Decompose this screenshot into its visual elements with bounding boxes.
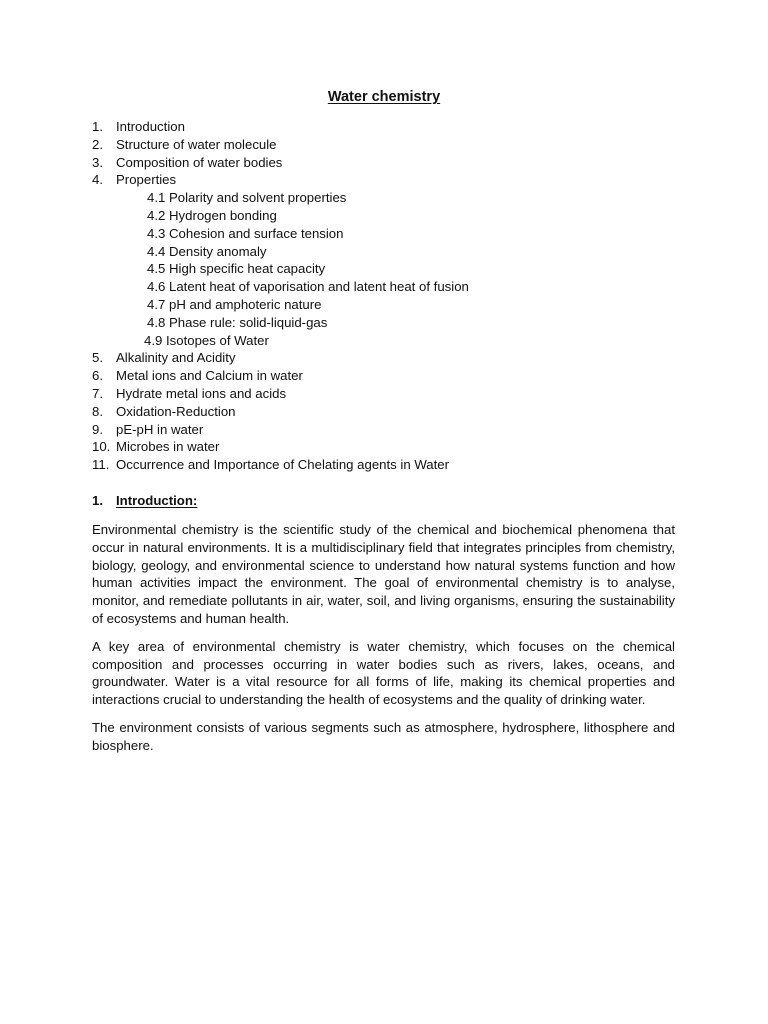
toc-subitem [92,314,692,332]
toc-item [92,421,692,439]
toc-item-text: Microbes in water [116,439,220,455]
document-title: Water chemistry [327,89,441,105]
section-body [92,521,675,765]
toc-subitem [92,296,692,314]
toc-subitem-text: 4.6 Latent heat of vaporisation and latent heat of fusion [147,279,469,295]
toc-item-text: Alkalinity and Acidity [116,350,236,366]
toc-item-number: 1. [92,119,103,134]
toc-item-text: Composition of water bodies [116,154,283,170]
toc-item-number: 2. [92,136,103,152]
toc-item [92,171,692,189]
toc-subitem-text: 4.2 Hydrogen bonding [147,207,277,223]
toc-item-number: 11. [92,457,110,473]
body-paragraph: The environment consists of various segments such as atmosphere, hydrosphere, lithosphere and biosphere. [92,719,675,753]
toc-item-text: pE-pH in water [116,421,204,437]
body-paragraph: A key area of environmental chemistry is water chemistry, which focuses on the chemical composition and processes occurring in water bodies such as rivers, lakes, oceans, and groundwater. Water is a vital resource for all forms of life, making its chemical properties and interactions crucial to understanding the health of ecosystems and the quality of drinking water. [92,638,675,708]
toc-item-number: 9. [92,421,103,437]
toc-item-number: 10. [92,439,111,455]
toc-item [92,385,692,403]
table-of-contents [92,118,692,474]
toc-item [92,438,692,456]
toc-item [92,118,692,136]
toc-item [92,403,692,421]
toc-item-number: 7. [92,385,103,401]
toc-item-number: 5. [92,350,103,366]
toc-subitem [92,332,692,350]
toc-subitem [92,278,692,296]
body-paragraph: Environmental chemistry is the scientific study of the chemical and biochemical phenomena that occur in natural environments. It is a multidisciplinary field that integrates principles from chemistry, biology, geology, and environmental science to understand how natural systems function and how human activities impact the environment. The goal of environmental chemistry is to analyse, monitor, and remediate pollutants in air, water, soil, and living organisms, ensuring the sustainability of ecosystems and human health. [92,522,675,626]
section-title: Introduction: [116,493,198,508]
toc-subitem [92,243,692,261]
toc-item-text: Metal ions and Calcium in water [116,368,303,384]
toc-item-number: 3. [92,154,103,170]
toc-item-text: Occurrence and Importance of Chelating agents in Water [116,457,450,473]
toc-item [92,136,692,154]
toc-subitem [92,260,692,278]
toc-subitem-text: 4.5 High specific heat capacity [147,261,326,277]
toc-subitem-text: 4.7 pH and amphoteric nature [147,296,322,312]
toc-item-text: Hydrate metal ions and acids [116,385,287,401]
toc-subitem-text: 4.4 Density anomaly [147,243,267,259]
section-number: 1. [92,493,103,508]
toc-subitem [92,225,692,243]
toc-item-text: Structure of water molecule [116,136,277,152]
toc-subitem-text: 4.9 Isotopes of Water [144,332,269,348]
toc-subitem-text: 4.1 Polarity and solvent properties [147,190,347,206]
toc-item [92,349,692,367]
toc-subitem [92,189,692,207]
toc-subitem [92,207,692,225]
toc-subitem-text: 4.3 Cohesion and surface tension [147,225,344,241]
toc-item-text: Oxidation-Reduction [116,403,236,419]
toc-item-number: 8. [92,403,103,419]
toc-item [92,456,692,474]
toc-item-number: 6. [92,368,103,384]
toc-item [92,367,692,385]
toc-item [92,154,692,172]
toc-subitem-text: 4.8 Phase rule: solid-liquid-gas [147,314,328,330]
toc-item-text: Introduction [116,119,185,134]
toc-item-number: 4. [92,172,103,188]
toc-item-text: Properties [116,172,177,188]
